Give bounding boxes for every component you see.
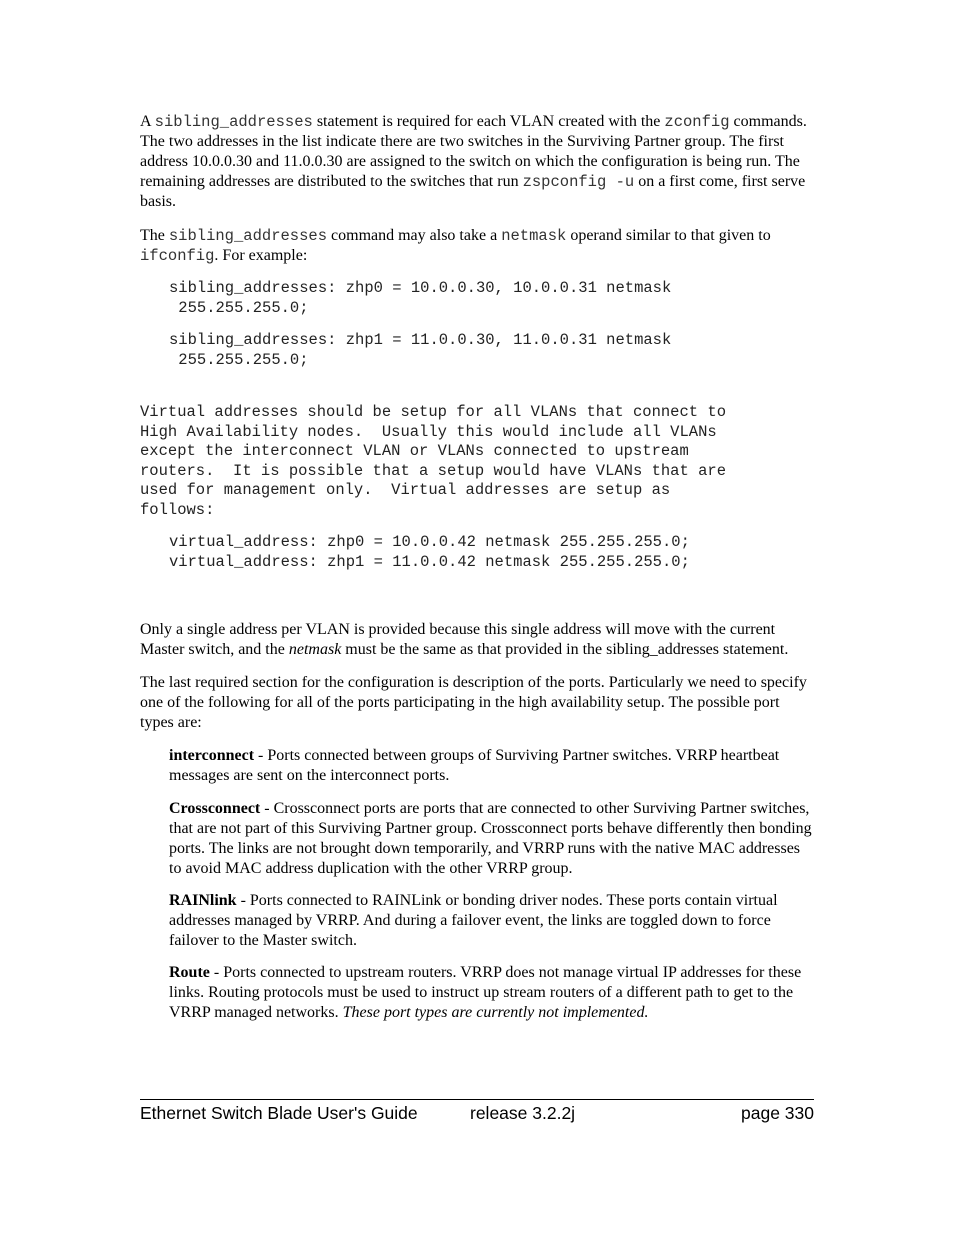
inline-code: zconfig: [664, 113, 730, 131]
paragraph-single-address: Only a single address per VLAN is provided because this single address will move with the current Master switch, and the netmask must be the same as that provided in the sibling_addresses statement.: [140, 621, 789, 658]
inline-code: sibling_addresses: [154, 113, 313, 131]
port-type-list: [140, 746, 816, 1023]
code-example-zhp0: sibling_addresses: zhp0 = 10.0.0.30, 10.0.0.31 netmask 255.255.255.0;: [169, 279, 672, 317]
inline-code: netmask: [501, 227, 567, 245]
term: Crossconnect: [169, 800, 261, 817]
page-body: [140, 112, 816, 1023]
inline-code: ifconfig: [140, 247, 215, 265]
code-example-virtual-address: virtual_address: zhp0 = 10.0.0.42 netmask 255.255.255.0; virtual_address: zhp1 = 11.0.0.42 netmask 255.255.255.0;: [169, 533, 690, 571]
term: RAINlink: [169, 892, 237, 909]
list-item: Crossconnect - Crossconnect ports are ports that are connected to other Surviving Partner switches, that are not part of this Surviving Partner group. Crossconnect ports behave differently then bonding ports. The links are not brought down temporarily, and VRRP runs with the native MAC addresses to avoid MAC address duplication with the other VRRP group.: [169, 800, 812, 877]
footer-page-number: page 330: [741, 1103, 814, 1123]
list-item: Route - Ports connected to upstream routers. VRRP does not manage virtual IP addresses for these links. Routing protocols must be used to instruct up stream routers of a different path to get to the VRRP managed networks. These port types are currently not implemented.: [169, 964, 802, 1021]
paragraph-sibling-addresses: A sibling_addresses statement is required for each VLAN created with the zconfig commands. The two addresses in the list indicate there are two switches in the Surviving Partner group. The first address 10.0.0.30 and 11.0.0.30 are assigned to the switch on which the configuration is being run. The remaining addresses are distributed to the switches that run zspconfig -u on a first come, first serve basis.: [140, 113, 807, 210]
list-item: interconnect - Ports connected between groups of Surviving Partner switches. VRRP heartbeat messages are sent on the interconnect ports.: [169, 747, 780, 784]
not-implemented-note: These port types are currently not implemented.: [342, 1004, 649, 1021]
inline-code: sibling_addresses: [168, 227, 328, 245]
code-example-zhp1: sibling_addresses: zhp1 = 11.0.0.30, 11.0.0.31 netmask 255.255.255.0;: [169, 331, 672, 369]
paragraph-netmask: The sibling_addresses command may also take a netmask operand similar to that given to ifconfig. For example:: [140, 227, 771, 265]
paragraph-port-types: The last required section for the configuration is description of the ports. Particularly we need to specify one of the following for all of the ports participating in the high availability setup. The possible port types are:: [140, 674, 807, 731]
term: Route: [169, 964, 210, 981]
inline-code: zspconfig -u: [522, 173, 635, 191]
footer-title: Ethernet Switch Blade User's Guide: [140, 1103, 418, 1123]
paragraph-virtual-addresses: Virtual addresses should be setup for all VLANs that connect to High Availability nodes. Usually this would include all VLANs except the interconnect VLAN or VLANs connected to upstream routers. It is possible that a setup would have VLANs that are used for management only. Virtual addresses are setup as follows:: [140, 403, 726, 519]
term: interconnect: [169, 747, 255, 764]
list-item: RAINlink - Ports connected to RAINLink or bonding driver nodes. These ports contain virtual addresses managed by VRRP. And during a failover event, the links are toggled down to force failover to the Master switch.: [169, 892, 778, 949]
page-footer: [140, 1099, 814, 1123]
footer-release: release 3.2.2j: [470, 1103, 576, 1123]
